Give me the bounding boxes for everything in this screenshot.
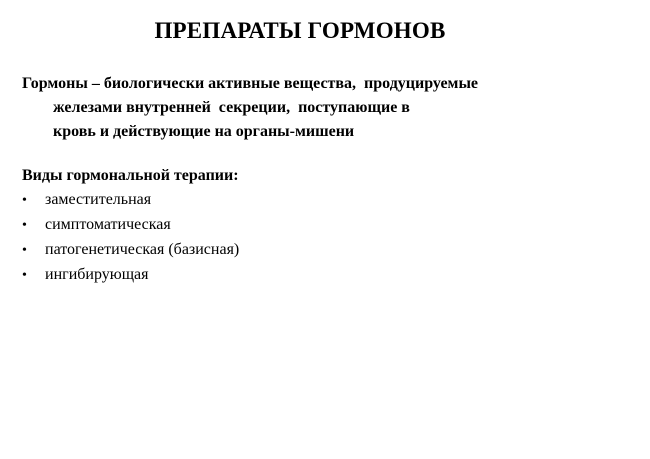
- therapy-type-symptomatic: симптоматическая: [45, 216, 171, 233]
- bullet-icon: •: [22, 243, 27, 258]
- therapy-type-replacement: заместительная: [45, 191, 152, 208]
- therapy-types-heading: Виды гормональной терапии:: [22, 167, 239, 184]
- bullet-icon: •: [22, 193, 27, 208]
- list-item: [22, 213, 239, 238]
- bullet-icon: •: [22, 218, 27, 233]
- therapy-type-inhibitory: ингибирующая: [45, 266, 149, 283]
- definition-line-3: кровь и действующие на органы-мишени: [53, 123, 355, 140]
- list-item: [22, 188, 239, 213]
- therapy-types-list: [22, 188, 239, 288]
- therapy-type-pathogenetic: патогенетическая (базисная): [45, 241, 240, 258]
- list-item: [22, 263, 239, 288]
- list-item: [22, 238, 239, 263]
- definition-line-1: Гормоны – биологически активные вещества, продуцируемые: [22, 75, 479, 92]
- hormone-definition: [22, 72, 622, 144]
- slide-title: ПРЕПАРАТЫ ГОРМОНОВ: [154, 18, 446, 43]
- definition-line-2: железами внутренней секреции, поступающие в: [53, 99, 410, 116]
- bullet-icon: •: [22, 268, 27, 283]
